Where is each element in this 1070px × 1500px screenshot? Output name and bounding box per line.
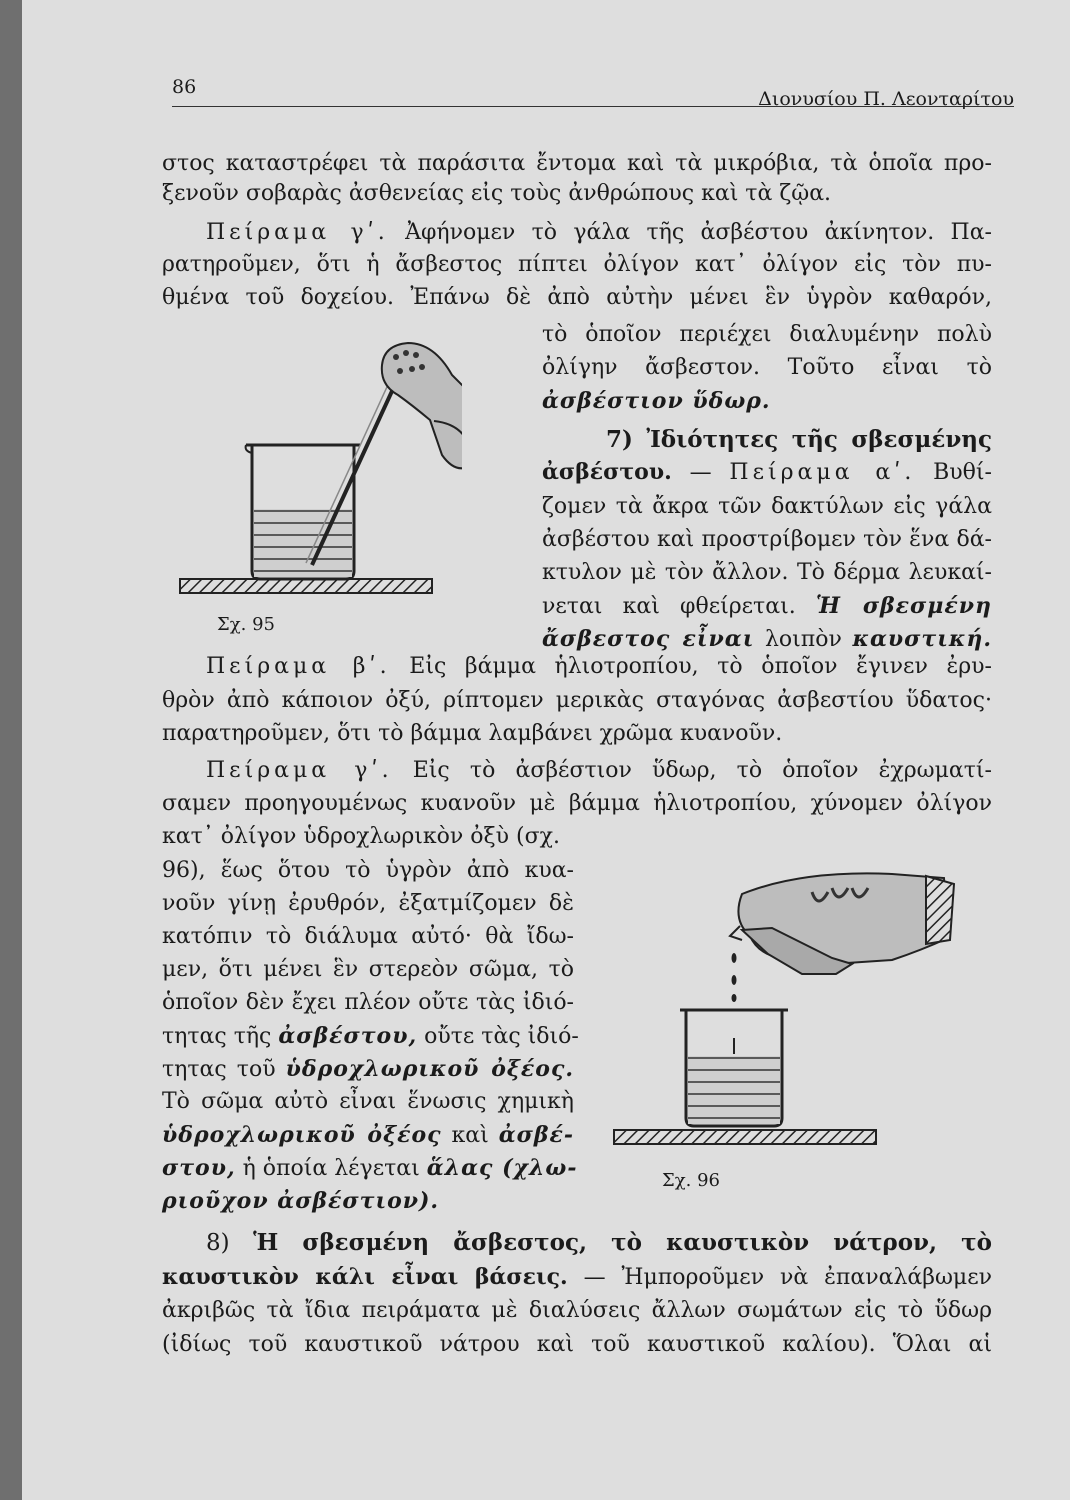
figure-96-illustration bbox=[592, 858, 992, 1168]
text-line: σαμεν προηγουμένως κυανοῦν μὲ βάμμα ἡλιοτροπίου, χύνομεν ὀλίγον bbox=[162, 791, 992, 816]
text-line: ξενοῦν σοβαρὰς ἀσθενείας εἰς τοὺς ἀνθρώπους καὶ τὰ ζῷα. bbox=[162, 181, 832, 206]
text-line: ὀλίγην ἄσβεστον. Τοῦτο εἶναι τὸ bbox=[542, 355, 992, 380]
text-line: ἀσβέστου. — Πείραμα αʹ. Βυθί- bbox=[542, 459, 992, 485]
figure-95-caption: Σχ. 95 bbox=[217, 614, 275, 635]
text-line: Πείραμα γʹ. Ἀφήνομεν τὸ γάλα τῆς ἀσβέστου ἀκίνητον. Πα- bbox=[206, 220, 992, 245]
text-line: νεται καὶ φθείρεται. Ἡ σβεσμένη bbox=[542, 593, 992, 619]
text-line: κατόπιν τὸ διάλυμα αὐτό· θὰ ἴδω- bbox=[162, 924, 574, 949]
text-line: κτυλον μὲ τὸν ἄλλον. Τὸ δέρμα λευκαί- bbox=[542, 560, 992, 585]
text-line: θμένα τοῦ δοχείου. Ἐπάνω δὲ ἀπὸ αὐτὴν μένει ἓν ὑγρὸν καθαρόν, bbox=[162, 285, 992, 310]
text-line: τητας τῆς ἀσβέστου, οὔτε τὰς ἰδιό- bbox=[162, 1023, 579, 1049]
text-line: ὑδροχλωρικοῦ ὀξέος καὶ ἀσβέ- bbox=[162, 1122, 574, 1148]
text-line: ἄσβεστος εἶναι λοιπὸν καυστική. bbox=[542, 626, 992, 652]
text-line: ὁποῖον δὲν ἔχει πλέον οὔτε τὰς ἰδιό- bbox=[162, 990, 574, 1015]
text-line: στος καταστρέφει τὰ παράσιτα ἔντομα καὶ τὰ μικρόβια, τὰ ὁποῖα προ- bbox=[162, 151, 992, 176]
text-line: ἀσβέστου καὶ προστρίβομεν τὸν ἕνα δά- bbox=[542, 527, 992, 552]
text-line: ριοῦχον ἀσβέστιον). bbox=[162, 1188, 440, 1214]
figure-96-caption: Σχ. 96 bbox=[662, 1170, 720, 1191]
text-line: θρὸν ἀπὸ κάποιον ὀξύ, ρίπτομεν μερικὰς σταγόνας ἀσβεστίου ὕδατος· bbox=[162, 688, 992, 713]
text-line: νοῦν γίνῃ ἐρυθρόν, ἐξατμίζομεν δὲ bbox=[162, 891, 574, 916]
text-line: ἀσβέστιον ὕδωρ. bbox=[542, 388, 771, 414]
text-line: Πείραμα βʹ. Εἰς βάμμα ἡλιοτροπίου, τὸ ὁποῖον ἔγινεν ἐρυ- bbox=[206, 654, 992, 679]
text-line: τὸ ὁποῖον περιέχει διαλυμένην πολὺ bbox=[542, 322, 992, 347]
text-line: Πείραμα γʹ. Εἰς τὸ ἀσβέστιον ὕδωρ, τὸ ὁποῖον ἐχρωματί- bbox=[206, 758, 992, 783]
text-line: καυστικὸν κάλι εἶναι βάσεις. — Ἠμποροῦμεν νὰ ἐπαναλάβωμεν bbox=[162, 1264, 992, 1290]
text-line: ζομεν τὰ ἄκρα τῶν δακτύλων εἰς γάλα bbox=[542, 494, 992, 519]
page-header bbox=[172, 62, 1014, 110]
text-line: Τὸ σῶμα αὐτὸ εἶναι ἕνωσις χημικὴ bbox=[162, 1089, 574, 1114]
text-line: τητας τοῦ ὑδροχλωρικοῦ ὀξέος. bbox=[162, 1056, 574, 1082]
text-line: 96), ἕως ὅτου τὸ ὑγρὸν ἀπὸ κυα- bbox=[162, 858, 574, 883]
page-number: 86 bbox=[172, 76, 197, 98]
text-line: ρατηροῦμεν, ὅτι ἡ ἄσβεστος πίπτει ὀλίγον κατ᾽ ὀλίγον εἰς τὸν πυ- bbox=[162, 252, 992, 277]
text-line: (ἰδίως τοῦ καυστικοῦ νάτρου καὶ τοῦ καυστικοῦ καλίου). Ὅλαι αἱ bbox=[162, 1332, 992, 1357]
running-head: Διονυσίου Π. Λεονταρίτου bbox=[758, 88, 1014, 110]
book-page bbox=[22, 0, 1070, 1500]
text-line: μεν, ὅτι μένει ἓν στερεὸν σῶμα, τὸ bbox=[162, 957, 574, 982]
text-line: στου, ἡ ὁποία λέγεται ἅλας (χλω- bbox=[162, 1155, 578, 1181]
section-heading: 7) Ἰδιότητες τῆς σβεσμένης bbox=[606, 426, 992, 453]
text-line: παρατηροῦμεν, ὅτι τὸ βάμμα λαμβάνει χρῶμα κυανοῦν. bbox=[162, 721, 783, 746]
section-heading: 8) Ἡ σβεσμένη ἄσβεστος, τὸ καυστικὸν νάτρον, τὸ bbox=[206, 1229, 993, 1256]
text-line: ἀκριβῶς τὰ ἴδια πειράματα μὲ διαλύσεις ἄλλων σωμάτων εἰς τὸ ὕδωρ bbox=[162, 1298, 992, 1323]
figure-95-illustration bbox=[172, 325, 462, 615]
text-line: κατ᾽ ὀλίγον ὑδροχλωρικὸν ὀξὺ (σχ. bbox=[162, 824, 560, 849]
